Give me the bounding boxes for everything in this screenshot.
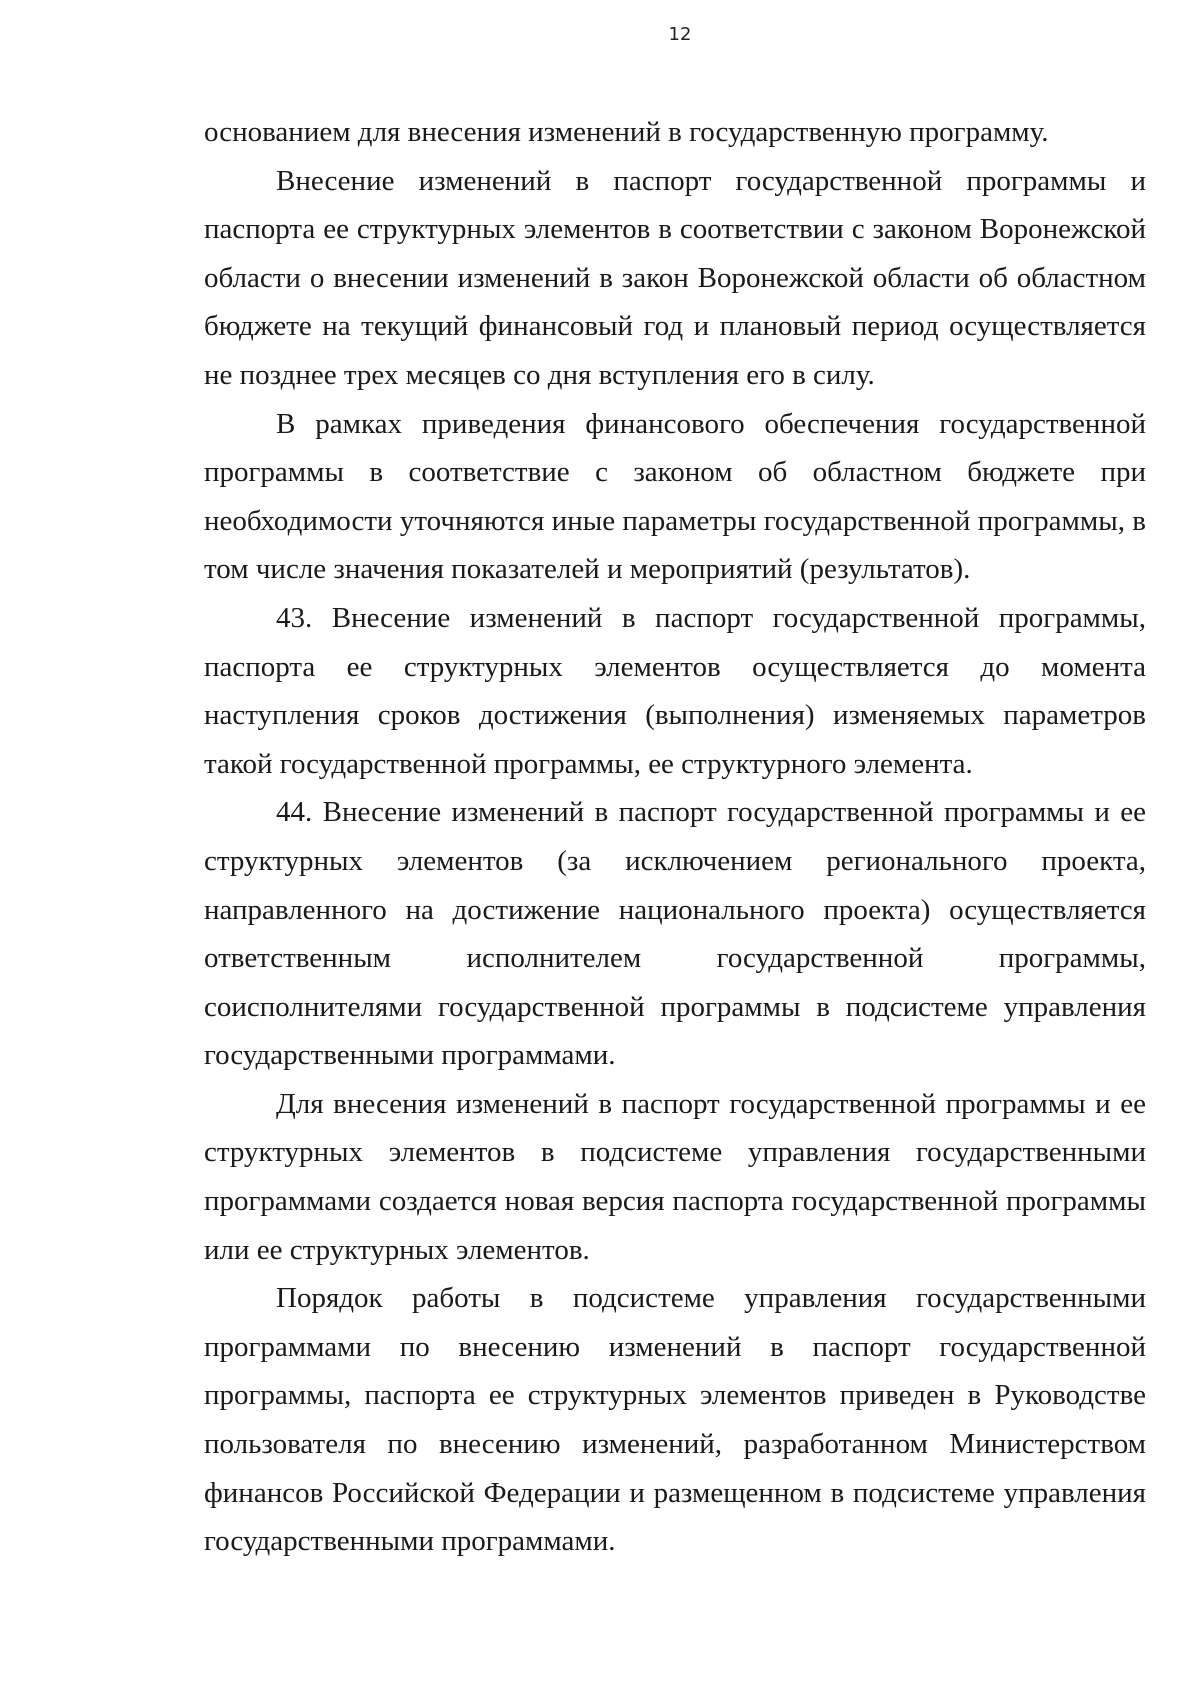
paragraph-clause-43: 43. Внесение изменений в паспорт государственной программы, паспорта ее структурных элементов осуществляется до момента наступления сроков достижения (выполнения) изменяемых параметров такой государственной программы, ее структурного элемента. <box>204 601 1146 780</box>
page-number: 12 <box>668 24 692 45</box>
paragraph-user-guide: Порядок работы в подсистеме управления государственными программами по внесению изменений в паспорт государственной программы, паспорта ее структурных элементов приведен в Руководстве пользователя по внесению изменений, разработанном Министерством финансов Российской Федерации и размещенном в подсистеме управления государственными программами. <box>204 1282 1146 1558</box>
paragraph-passport-changes-deadline: Внесение изменений в паспорт государственной программы и паспорта ее структурных элементов в соответствии с законом Воронежской области о внесении изменений в закон Воронежской области об областном бюджете на текущий финансовый год и плановый период осуществляется не позднее трех месяцев со дня вступления его в силу. <box>204 164 1146 391</box>
document-body <box>204 108 1146 1566</box>
paragraph-new-version: Для внесения изменений в паспорт государственной программы и ее структурных элементов в подсистеме управления государственными программами создается новая версия паспорта государственной программы или ее структурных элементов. <box>204 1087 1146 1266</box>
paragraph-clause-44: 44. Внесение изменений в паспорт государственной программы и ее структурных элементов (за исключением регионального проекта, направленного на достижение национального проекта) осуществляется ответственным исполнителем государственной программы, соисполнителями государственной программы в подсистеме управления государственными программами. <box>204 796 1146 1072</box>
paragraph-financial-alignment: В рамках приведения финансового обеспечения государственной программы в соответствие с законом об областном бюджете при необходимости уточняются иные параметры государственной программы, в том числе значения показателей и мероприятий (результатов). <box>204 407 1146 586</box>
paragraph-continuation: основанием для внесения изменений в государственную программу. <box>204 116 1049 148</box>
